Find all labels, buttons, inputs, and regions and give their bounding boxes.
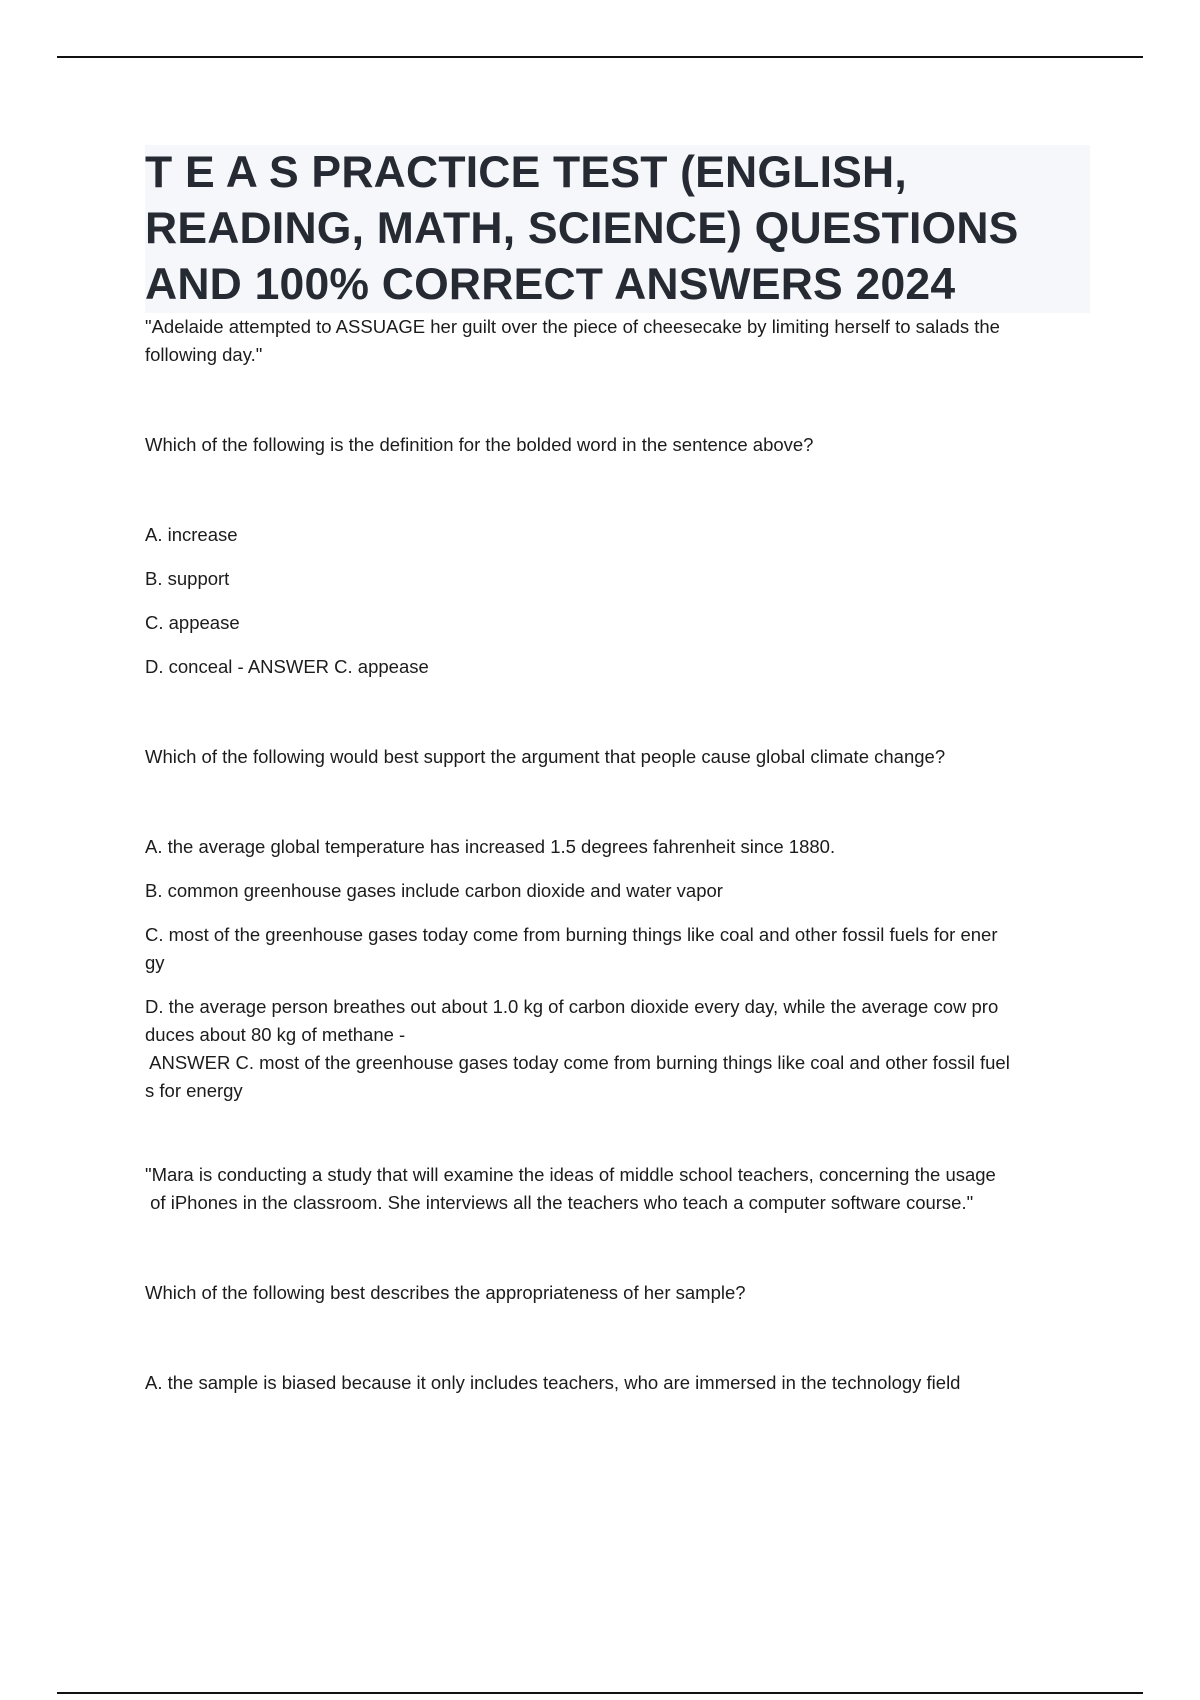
q3-option-a: A. the sample is biased because it only includes teachers, who are immersed in the technology field [145,1372,961,1393]
q2-option-c-line-1: C. most of the greenhouse gases today come from burning things like coal and other fossil fuels for ener [145,924,998,945]
q3-prompt-line-1: "Mara is conducting a study that will examine the ideas of middle school teachers, concerning the usage [145,1164,996,1185]
q1-option-a: A. increase [145,524,238,545]
q2-question: Which of the following would best support the argument that people cause global climate change? [145,746,946,767]
bottom-rule [57,1692,1143,1694]
q2-answer-line-1: ANSWER C. most of the greenhouse gases today come from burning things like coal and other fossil fuel [145,1052,1010,1073]
q2-option-b: B. common greenhouse gases include carbon dioxide and water vapor [145,880,723,901]
q2-option-c-line-2: gy [145,952,165,973]
top-rule [57,56,1143,58]
document-body [145,145,1095,1397]
q2-option-a: A. the average global temperature has increased 1.5 degrees fahrenheit since 1880. [145,836,836,857]
q1-option-c: C. appease [145,612,240,633]
title-block [145,145,1090,313]
page-title: T E A S PRACTICE TEST (ENGLISH, READING, MATH, SCIENCE) QUESTIONS AND 100% CORRECT ANSWERS 2024 [145,148,1019,309]
q1-prompt-line-2: following day." [145,344,263,365]
q3-prompt-line-2: of iPhones in the classroom. She interviews all the teachers who teach a computer software course." [145,1192,974,1213]
q1-prompt-line-1: "Adelaide attempted to ASSUAGE her guilt over the piece of cheesecake by limiting herself to salads the [145,316,1000,337]
q2-option-d-line-1: D. the average person breathes out about 1.0 kg of carbon dioxide every day, while the average cow pro [145,996,999,1017]
q3-question: Which of the following best describes the appropriateness of her sample? [145,1282,746,1303]
q1-question: Which of the following is the definition for the bolded word in the sentence above? [145,434,814,455]
q2-answer-line-2: s for energy [145,1080,243,1101]
q1-option-d-answer: D. conceal - ANSWER C. appease [145,656,429,677]
q2-option-d-line-2: duces about 80 kg of methane - [145,1024,406,1045]
q1-option-b: B. support [145,568,230,589]
